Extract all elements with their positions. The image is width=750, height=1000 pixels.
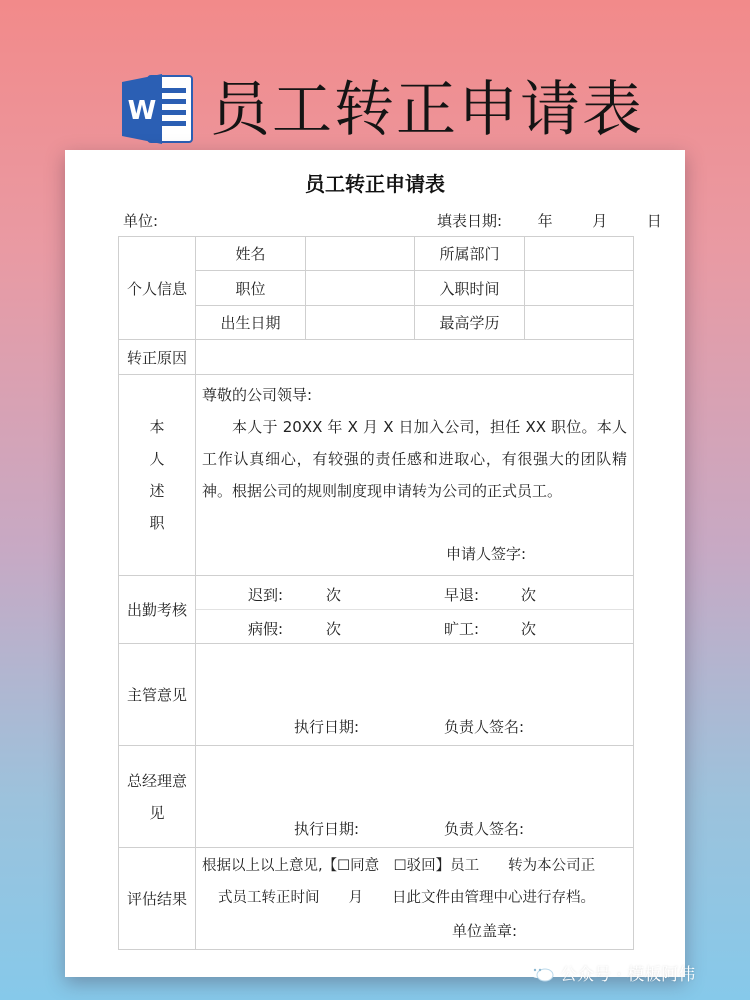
entry-date-label: 入职时间 — [415, 271, 525, 306]
position-label: 职位 — [196, 271, 306, 306]
word-logo-letter: W — [127, 96, 157, 126]
attendance-label: 出勤考核 — [119, 576, 196, 644]
statement-label-char: 本 — [149, 418, 165, 436]
statement-body: 本人于 20XX 年 X 月 X 日加入公司，担任 XX 职位。本人工作认真细心，有较强的责任感和进取心，有很强大的团队精神。根据公司的规则制度现申请转为公司的正式员工。 — [202, 418, 627, 500]
gm-opinion-label — [119, 746, 196, 848]
supervisor-opinion-label: 主管意见 — [119, 644, 196, 746]
attendance-content — [196, 576, 634, 644]
late-unit[interactable]: 次 — [326, 586, 342, 604]
watermark-text: 公众号 · 模板阿伟 — [560, 965, 696, 985]
banner-title: 员工转正申请表 — [210, 75, 644, 145]
day-label: 日 — [646, 212, 662, 230]
unit-stamp-label: 单位盖章: — [452, 922, 518, 940]
supervisor-opinion-field[interactable] — [196, 644, 634, 746]
position-field[interactable] — [306, 271, 415, 306]
early-leave-label: 早退: — [444, 586, 480, 604]
gm-opinion-field[interactable] — [196, 746, 634, 848]
reason-label: 转正原因 — [119, 340, 196, 375]
application-form-table — [118, 236, 634, 950]
banner — [0, 60, 750, 150]
evaluation-line-1: 根据以上以上意见,【☐同意 ☐驳回】员工 转为本公司正 — [202, 858, 596, 874]
statement-content[interactable] — [196, 375, 634, 576]
watermark — [528, 960, 695, 985]
education-field[interactable] — [525, 306, 634, 340]
statement-label-char: 述 — [149, 482, 165, 500]
entry-date-field[interactable] — [525, 271, 634, 306]
late-label: 迟到: — [248, 586, 284, 604]
education-label: 最高学历 — [415, 306, 525, 340]
gm-opinion-label-line: 见 — [149, 803, 165, 822]
statement-label-char: 职 — [149, 514, 165, 532]
department-field[interactable] — [525, 237, 634, 271]
evaluation-content[interactable] — [196, 848, 634, 950]
reason-field[interactable] — [196, 340, 634, 375]
document-title: 员工转正申请表 — [305, 172, 445, 196]
birth-date-field[interactable] — [306, 306, 415, 340]
month-label: 月 — [592, 212, 608, 230]
statement-label-char: 人 — [149, 450, 165, 468]
year-label: 年 — [537, 212, 553, 230]
statement-label — [119, 375, 196, 576]
fill-date-label: 填表日期: — [437, 212, 503, 230]
applicant-signature-label: 申请人签字: — [446, 545, 527, 563]
unit-label: 单位: — [123, 212, 159, 230]
gm-opinion-label-line: 总经理意 — [126, 771, 187, 790]
absent-unit[interactable]: 次 — [521, 620, 537, 638]
gm-exec-date-label: 执行日期: — [294, 820, 360, 838]
fill-date — [437, 210, 662, 231]
sick-leave-unit[interactable]: 次 — [326, 620, 342, 638]
gm-sign-label: 负责人签名: — [444, 820, 525, 838]
attendance-row — [196, 610, 633, 643]
name-label: 姓名 — [196, 237, 306, 271]
statement-greeting: 尊敬的公司领导: — [202, 386, 313, 404]
document-page — [65, 150, 685, 977]
birth-date-label: 出生日期 — [196, 306, 306, 340]
word-icon — [122, 72, 194, 146]
name-field[interactable] — [306, 237, 415, 271]
attendance-row — [196, 576, 633, 610]
department-label: 所属部门 — [415, 237, 525, 271]
supervisor-exec-date-label: 执行日期: — [294, 718, 360, 736]
supervisor-sign-label: 负责人签名: — [444, 718, 525, 736]
absent-label: 旷工: — [444, 620, 480, 638]
evaluation-label: 评估结果 — [119, 848, 196, 950]
early-leave-unit[interactable]: 次 — [521, 586, 537, 604]
sick-leave-label: 病假: — [248, 620, 284, 638]
evaluation-line-2: 式员工转正时间 月 日此文件由管理中心进行存档。 — [218, 890, 595, 906]
personal-info-label: 个人信息 — [119, 237, 196, 340]
wechat-icon — [528, 963, 554, 983]
